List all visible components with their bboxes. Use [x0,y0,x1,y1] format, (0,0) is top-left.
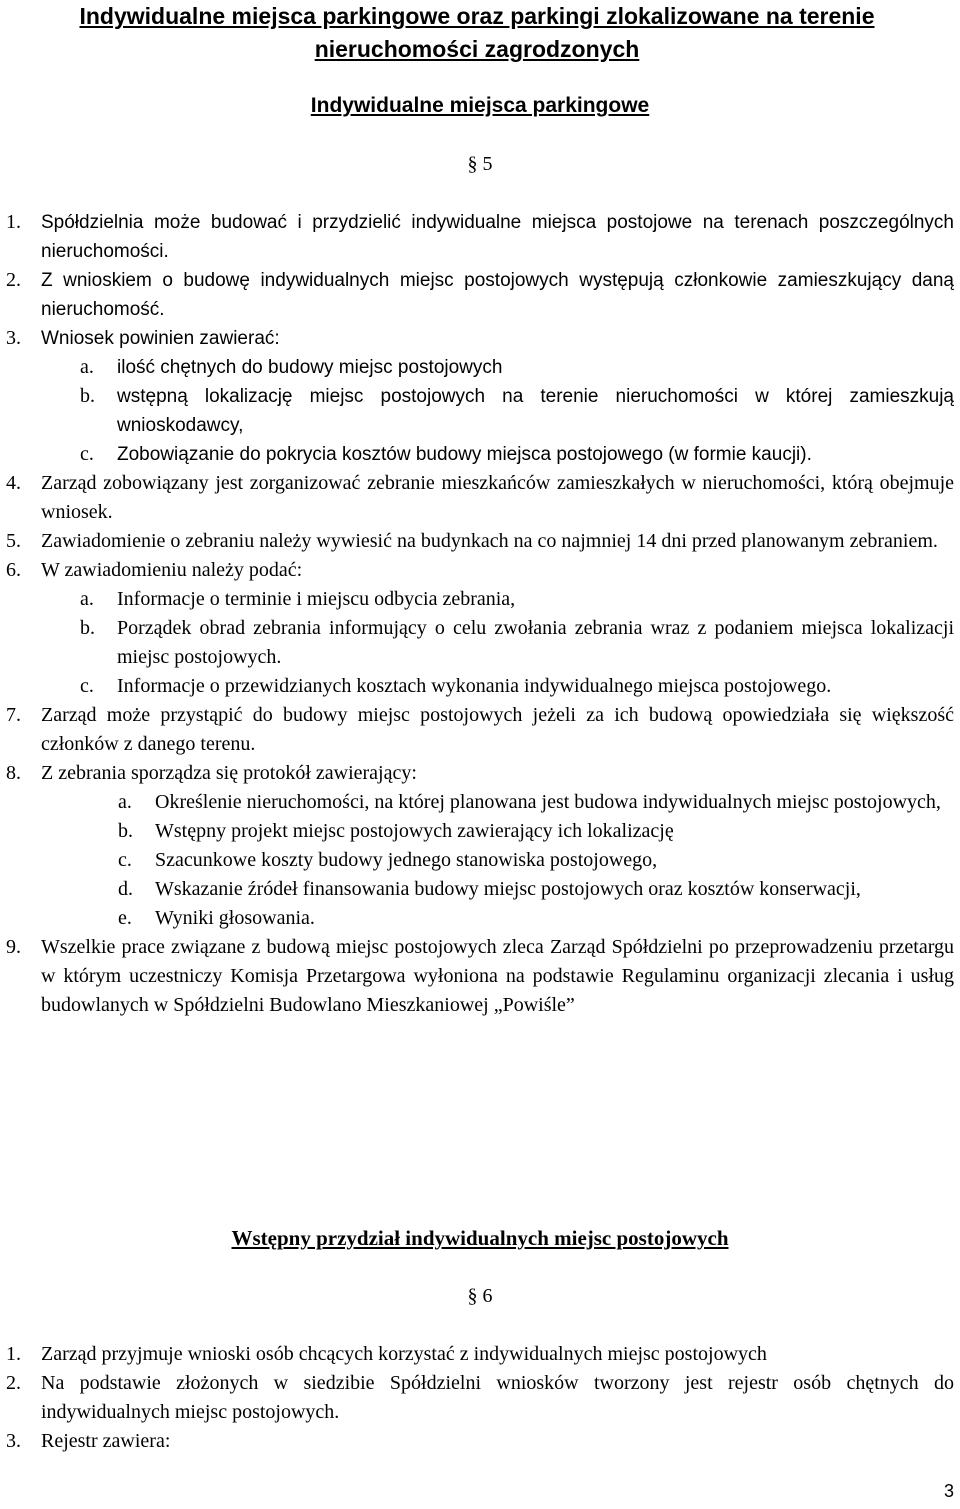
list-subitem: b. Wstępny projekt miejsc postojowych zawierający ich lokalizację [118,820,674,842]
list-subitem: a. Informacje o terminie i miejscu odbycia zebrania, [80,588,516,610]
list-item: 6. W zawiadomieniu należy podać: [6,559,303,581]
list-item: 4. Zarząd zobowiązany jest zorganizować zebranie mieszkańców zamieszkałych w nieruchomości, którą obejmuje wniosek. [6,472,954,523]
list-item: 2. Z wnioskiem o budowę indywidualnych miejsc postojowych występują członkowie zamieszkujący daną nieruchomość. [6,269,954,320]
document-title: Indywidualne miejsca parkingowe oraz parkingi zlokalizowane na terenie nieruchomości zagrodzonych [79,3,875,62]
list-item: 3. Wniosek powinien zawierać: [6,327,280,349]
list-subitem: b. wstępną lokalizację miejsc postojowych na terenie nieruchomości w której zamieszkują wnioskodawcy, [80,385,954,436]
list-subitem: a. ilość chętnych do budowy miejsc postojowych [80,356,503,378]
list-subitem: d. Wskazanie źródeł finansowania budowy miejsc postojowych oraz kosztów konserwacji, [118,878,861,900]
list-item: 2. Na podstawie złożonych w siedzibie Spółdzielni wniosków tworzony jest rejestr osób chętnych do indywidualnych miejsc postojowych. [6,1372,954,1423]
list-item: 7. Zarząd może przystąpić do budowy miejsc postojowych jeżeli za ich budową opowiedziała się większość członków z danego terenu. [6,704,954,755]
list-subitem: a. Określenie nieruchomości, na której planowana jest budowa indywidualnych miejsc postojowych, [118,791,941,813]
paragraph-number-5: § 5 [467,153,493,175]
list-subitem: b. Porządek obrad zebrania informujący o celu zwołania zebrania wraz z podaniem miejsca lokalizacji miejsc postojowych. [80,617,954,668]
list-subitem: e. Wyniki głosowania. [118,907,315,929]
section-heading-initial-allocation: Wstępny przydział indywidualnych miejsc postojowych [231,1226,729,1250]
list-item: 3. Rejestr zawiera: [6,1430,171,1452]
paragraph-number-6: § 6 [467,1285,493,1307]
list-item: 8. Z zebrania sporządza się protokół zawierający: [6,762,417,784]
page-number: 3 [943,1481,954,1501]
list-item: 1. Spółdzielnia może budować i przydzielić indywidualne miejsca postojowe na terenach poszczególnych nieruchomości. [6,211,954,262]
paragraph-6-list [0,1340,960,1456]
list-item: 9. Wszelkie prace związane z budową miejsc postojowych zleca Zarząd Spółdzielni po przeprowadzeniu przetargu w którym uczestniczy Komisja Przetargowa wyłoniona na podstawie Regulaminu organizacji zlecania i usług budowlanych w Spółdzielni Budowlano Mieszkaniowej „Powiśle” [6,936,954,1016]
list-item: 5. Zawiadomienie o zebraniu należy wywiesić na budynkach na co najmniej 14 dni przed planowanym zebraniem. [6,530,938,552]
section-heading-individual-parking: Indywidualne miejsca parkingowe [310,94,650,117]
list-subitem: c. Informacje o przewidzianych kosztach wykonania indywidualnego miejsca postojowego. [80,675,832,697]
list-item: 1. Zarząd przyjmuje wnioski osób chcących korzystać z indywidualnych miejsc postojowych [6,1343,767,1365]
list-subitem: c. Zobowiązanie do pokrycia kosztów budowy miejsca postojowego (w formie kaucji). [80,443,812,465]
list-subitem: c. Szacunkowe koszty budowy jednego stanowiska postojowego, [118,849,658,871]
paragraph-5-list [0,208,960,1020]
